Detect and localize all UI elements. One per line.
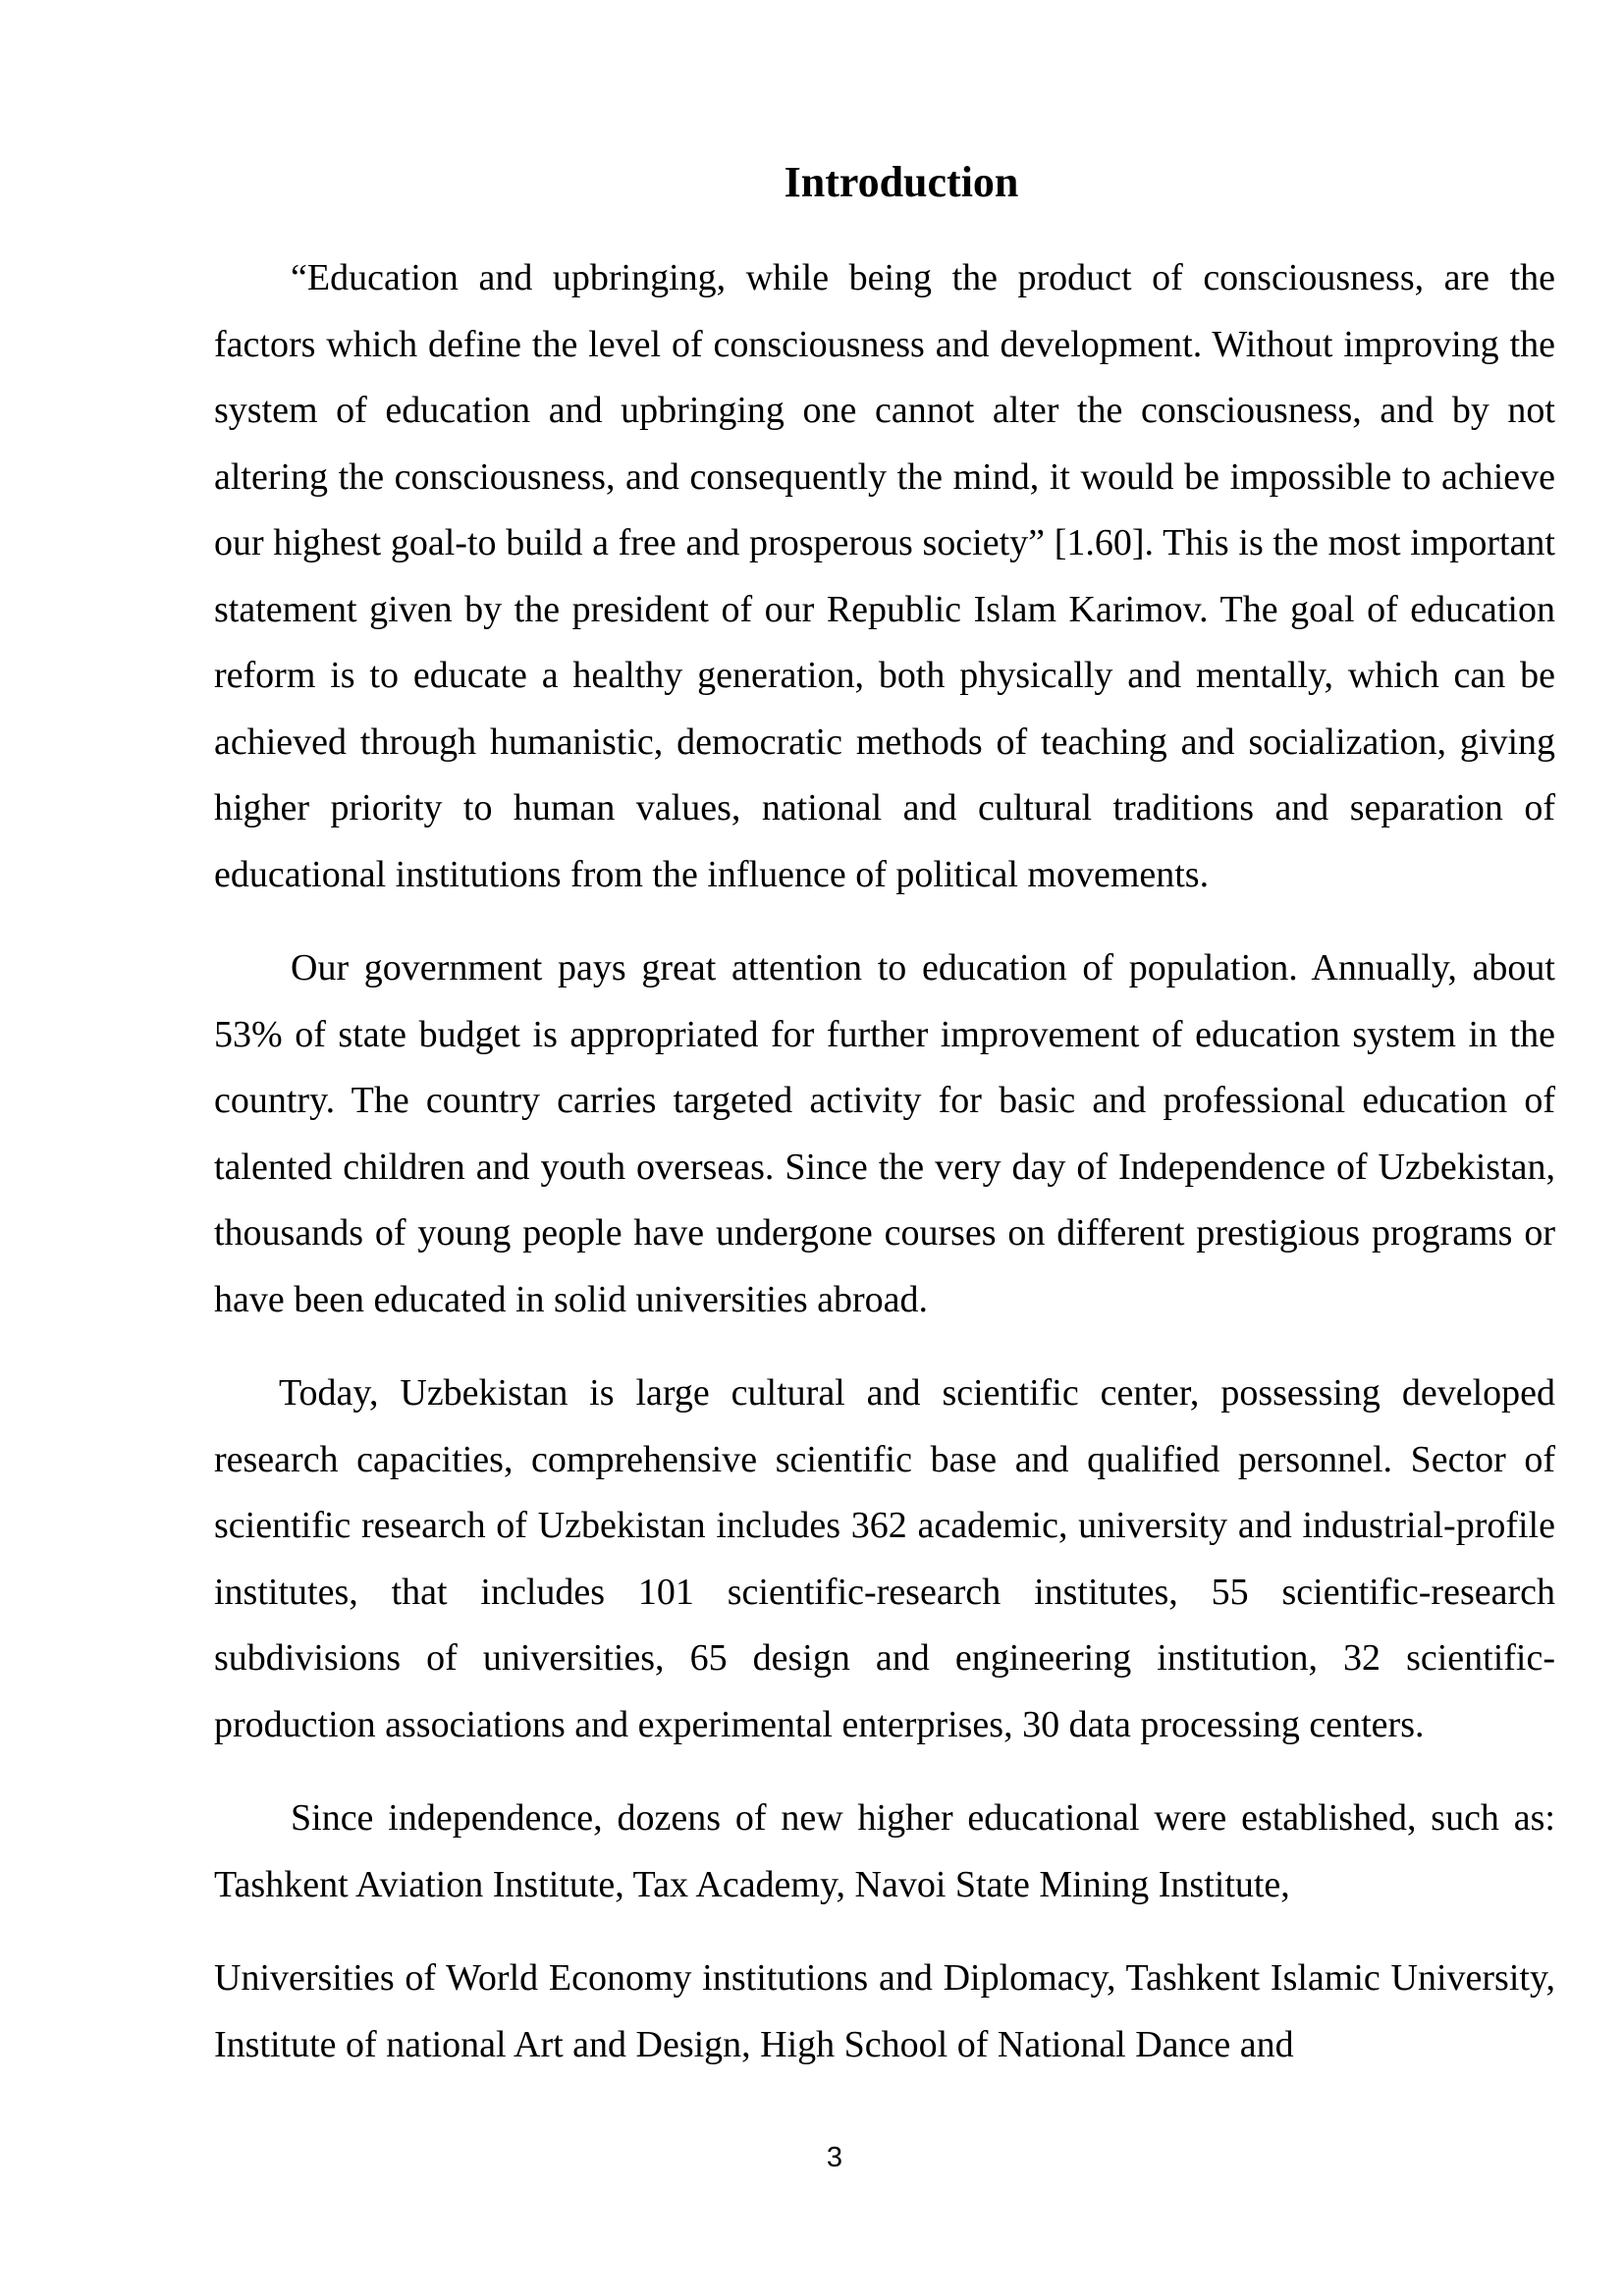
document-page [214,147,1555,2078]
page-number: 3 [826,2142,843,2173]
paragraph-scientific-center: Today, Uzbekistan is large cultural and scientific center, possessing developed research capacities, comprehensive scientific base and qualified personnel. Sector of scientific research of Uzbekistan includes 362 academic, university and industrial-profile institutes, that includes 101 scientific-research institutes, 55 scientific-research subdivisions of universities, 65 design and engineering institution, 32 scientific-production associations and experimental enterprises, 30 data processing centers. [214,1372,1555,1745]
paragraph-new-institutions: Since independence, dozens of new higher educational were established, such as: Tashkent Aviation Institute, Tax Academy, Navoi State Mining Institute, [214,1797,1555,1905]
paragraph-government-education: Our government pays great attention to education of population. Annually, about 53% of state budget is appropriated for further improvement of education system in the country. The country carries targeted activity for basic and professional education of talented children and youth overseas. Since the very day of Independence of Uzbekistan, thousands of young people have undergone courses on different prestigious programs or have been educated in solid universities abroad. [214,947,1555,1320]
paragraph-quote-education-reform: “Education and upbringing, while being the product of consciousness, are the factors which define the level of consciousness and development. Without improving the system of education and upbringing one cannot alter the consciousness, and by not altering the consciousness, and consequently the mind, it would be impossible to achieve our highest goal-to build a free and prosperous society” [1.60]. This is the most important statement given by the president of our Republic Islam Karimov. The goal of education reform is to educate a healthy generation, both physically and mentally, which can be achieved through humanistic, democratic methods of teaching and socialization, giving higher priority to human values, national and cultural traditions and separation of educational institutions from the influence of political movements. [214,257,1555,895]
page-title: Introduction [784,158,1019,206]
paragraph-universities-list: Universities of World Economy institutions and Diplomacy, Tashkent Islamic University, Institute of national Art and Design, High School of National Dance and [214,1957,1555,2065]
